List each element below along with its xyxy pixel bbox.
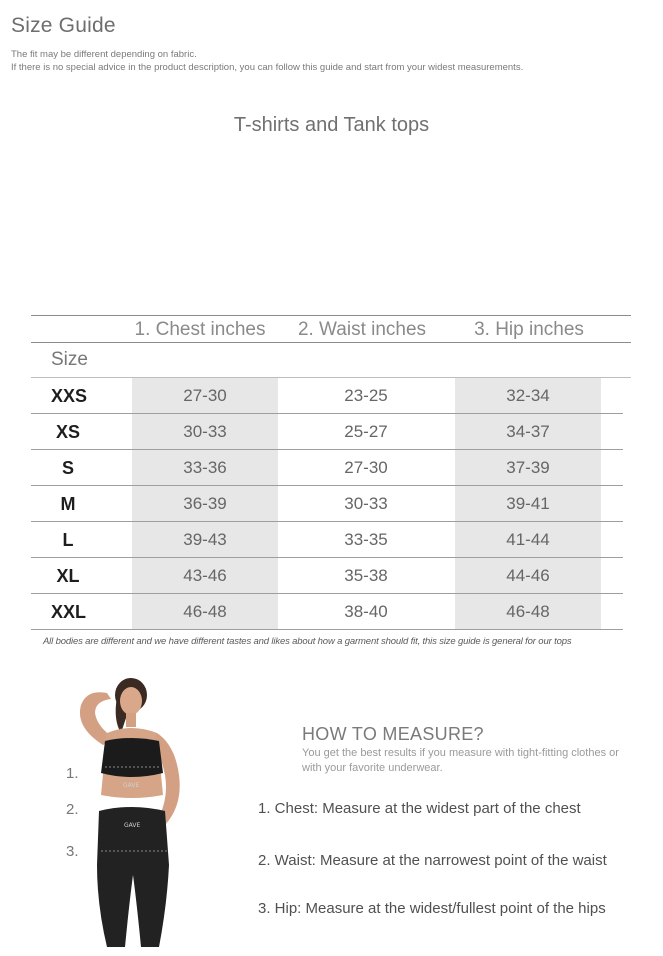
header-chest: 1. Chest inches <box>134 319 266 340</box>
row-chest: 33-36 <box>183 458 227 477</box>
row-size: XL <box>56 566 80 586</box>
chest-marker: 1. <box>66 765 79 782</box>
intro-line-2: If there is no special advice in the product description, you can follow this guide and start from your widest measurements. <box>11 62 524 73</box>
step-chest: 1. Chest: Measure at the widest part of the chest <box>258 800 581 817</box>
intro-line-1: The fit may be different depending on fabric. <box>11 49 197 60</box>
row-chest: 43-46 <box>183 566 227 585</box>
how-to-measure-title: HOW TO MEASURE? <box>302 724 484 744</box>
table-row <box>31 450 623 486</box>
table-disclaimer: All bodies are different and we have different tastes and likes about how a garment should fit, this size guide is general for our tops <box>43 636 572 647</box>
row-waist: 27-30 <box>344 458 388 477</box>
table-header <box>31 315 631 343</box>
table-row <box>31 594 623 630</box>
model-illustration <box>55 675 225 955</box>
intro-text <box>11 48 523 74</box>
header-hip: 3. Hip inches <box>474 319 584 340</box>
row-chest: 30-33 <box>183 422 227 441</box>
row-hip: 44-46 <box>506 566 550 585</box>
row-hip: 39-41 <box>506 494 550 513</box>
row-chest: 46-48 <box>183 602 227 621</box>
row-chest: 27-30 <box>183 386 227 405</box>
row-waist: 38-40 <box>344 602 388 621</box>
row-hip: 37-39 <box>506 458 550 477</box>
step-waist: 2. Waist: Measure at the narrowest point of the waist <box>258 852 607 869</box>
step-hip: 3. Hip: Measure at the widest/fullest point of the hips <box>258 900 606 917</box>
hip-marker: 3. <box>66 843 79 860</box>
section-title: T-shirts and Tank tops <box>233 114 430 136</box>
leggings-brand-text: GAVE <box>124 822 141 829</box>
row-size: L <box>62 530 74 550</box>
row-chest: 36-39 <box>183 494 227 513</box>
table-row <box>31 522 623 558</box>
how-to-measure-subtitle: You get the best results if you measure with tight-fitting clothes or with your favorite underwear. <box>302 747 619 774</box>
row-size: XS <box>55 422 80 442</box>
row-hip: 41-44 <box>506 530 550 549</box>
table-row <box>31 558 623 594</box>
row-waist: 33-35 <box>344 530 388 549</box>
bra-brand-text: GAVE <box>123 782 140 789</box>
page-title: Size Guide <box>11 14 116 37</box>
row-hip: 34-37 <box>506 422 550 441</box>
size-column-label: Size <box>51 349 88 370</box>
model-figure <box>55 675 225 955</box>
row-chest: 39-43 <box>183 530 227 549</box>
table-row <box>31 378 623 414</box>
row-waist: 23-25 <box>344 386 388 405</box>
row-waist: 35-38 <box>344 566 388 585</box>
row-size: XXS <box>51 386 88 406</box>
waist-marker: 2. <box>66 801 79 818</box>
row-size: M <box>60 494 76 514</box>
table-row <box>31 486 623 522</box>
row-waist: 25-27 <box>344 422 388 441</box>
table-row <box>31 414 623 450</box>
row-hip: 32-34 <box>506 386 550 405</box>
row-size: XXL <box>51 602 87 622</box>
row-hip: 46-48 <box>506 602 550 621</box>
header-waist: 2. Waist inches <box>297 319 427 340</box>
row-waist: 30-33 <box>344 494 388 513</box>
row-size: S <box>61 458 74 478</box>
